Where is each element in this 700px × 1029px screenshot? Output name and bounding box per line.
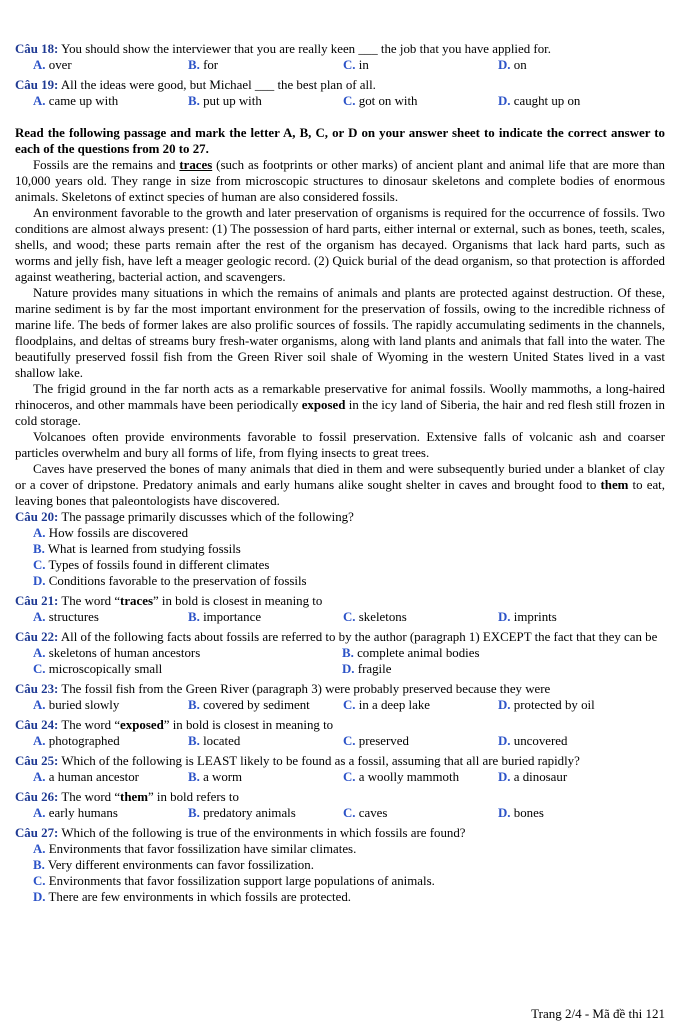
option-text: Environments that favor fossilization have similar climates. xyxy=(48,842,357,856)
reading-instruction: Read the following passage and mark the letter A, B, C, or D on your answer sheet to indicate the correct answer to each of the questions from 20 to 27. xyxy=(15,126,665,156)
option-letter: C. xyxy=(343,734,356,748)
option-text: Conditions favorable to the preservation of fossils xyxy=(48,574,307,588)
passage-paragraph-3: Nature provides many situations in which the remains of animals and plants are protected against destruction. Of these, marine sediment is by far the most important environment for the preservation of fossils, owing to the incredible richness of marine life. The beds of former lakes are also prolific sources of fossils. The rapidly accumulating sediments in the channels, floodplains, and deltas of streams bury fresh-water organisms, along with land plants and animals that fall into the water. The beautifully preserved fossil fish from the Green River soil shale of Wyoming in the western United States lived in a vast shallow lake. xyxy=(15,286,665,380)
question-label: Câu 20: xyxy=(15,510,59,524)
option-letter: B. xyxy=(188,610,200,624)
option-text: photographed xyxy=(48,734,120,748)
question-19 xyxy=(15,77,665,93)
options-22-row1 xyxy=(15,645,665,661)
question-keyword: traces xyxy=(120,594,153,608)
option-text: How fossils are discovered xyxy=(48,526,189,540)
option-d xyxy=(498,609,653,625)
question-keyword: them xyxy=(120,790,148,804)
option-d xyxy=(498,733,653,749)
option-text: importance xyxy=(203,610,262,624)
question-stem: All the ideas were good, but Michael ___ the best plan of all. xyxy=(60,78,376,92)
passage-text: Caves have preserved the bones of many animals that died in them and were subsequently buried under a blanket of clay or a cover of dripstone. Predatory animals and early humans alike sought shelter in caves and brought food to xyxy=(15,462,665,492)
option-text: preserved xyxy=(358,734,409,748)
question-21 xyxy=(15,593,665,609)
option-d xyxy=(498,805,653,821)
passage-keyword: them xyxy=(600,478,629,492)
option-letter: C. xyxy=(343,94,356,108)
page-footer: Trang 2/4 - Mã đề thi 121 xyxy=(531,1006,665,1021)
option-letter: C. xyxy=(343,610,356,624)
option-b xyxy=(188,733,343,749)
option-text: located xyxy=(203,734,241,748)
passage-text: in the icy land of Siberia, the hair and red flesh still frozen in cold storage. xyxy=(15,398,665,428)
passage-paragraph-1 xyxy=(15,157,665,205)
option-letter: A. xyxy=(33,698,46,712)
option-letter: D. xyxy=(498,94,511,108)
option-a xyxy=(33,841,665,857)
options-20 xyxy=(15,525,665,589)
passage-paragraph-6 xyxy=(15,461,665,509)
question-label: Câu 24: xyxy=(15,718,59,732)
option-letter: C. xyxy=(343,770,356,784)
question-23 xyxy=(15,681,665,697)
reading-passage xyxy=(15,157,665,509)
question-26 xyxy=(15,789,665,805)
option-text: a worm xyxy=(203,770,243,784)
option-text: uncovered xyxy=(513,734,568,748)
option-text: caught up on xyxy=(513,94,581,108)
option-c xyxy=(343,697,498,713)
options-25 xyxy=(15,769,665,785)
option-text: Types of fossils found in different climates xyxy=(48,558,270,572)
question-label: Câu 25: xyxy=(15,754,59,768)
option-letter: B. xyxy=(188,734,200,748)
passage-keyword: exposed xyxy=(301,398,346,412)
option-letter: A. xyxy=(33,806,46,820)
option-text: got on with xyxy=(358,94,418,108)
option-letter: A. xyxy=(33,94,46,108)
option-text: structures xyxy=(48,610,99,624)
option-d xyxy=(33,573,665,589)
option-letter: A. xyxy=(33,842,46,856)
question-stem: The word “ xyxy=(61,594,121,608)
option-letter: D. xyxy=(33,574,46,588)
option-text: skeletons xyxy=(358,610,407,624)
option-text: bones xyxy=(513,806,544,820)
option-a xyxy=(33,769,188,785)
option-letter: D. xyxy=(498,806,511,820)
option-letter: B. xyxy=(342,646,354,660)
option-a xyxy=(33,733,188,749)
option-letter: B. xyxy=(33,542,45,556)
option-d xyxy=(498,93,653,109)
option-d xyxy=(33,889,665,905)
options-23 xyxy=(15,697,665,713)
option-a xyxy=(33,525,665,541)
option-b xyxy=(342,645,651,661)
passage-text: (such as footprints or other marks) of ancient plant and animal life that are more than 10,000 years old. They range in size from microscopic structures to dinosaur skeletons and complete bodies of enormous animals. Skeletons of extinct species of human are also considered fossils. xyxy=(15,158,666,204)
passage-paragraph-2: An environment favorable to the growth and later preservation of organisms is required for the occurrence of fossils. Two conditions are almost always present: (1) The possession of hard parts, either internal or external, such as bones, teeth, scales, shells, and wood; these parts remain after the rest of the organism has decayed. Organisms that lack hard parts, such as worms and jelly fish, have left a meager geologic record. (2) Quick burial of the dead organism, so that protection is afforded against weathering, bacterial action, and scavengers. xyxy=(15,206,665,284)
option-a xyxy=(33,645,342,661)
option-letter: D. xyxy=(498,58,511,72)
question-stem: ” in bold is closest in meaning to xyxy=(163,718,334,732)
option-b xyxy=(188,805,343,821)
options-21 xyxy=(15,609,665,625)
option-letter: B. xyxy=(188,806,200,820)
passage-keyword: traces xyxy=(179,158,213,172)
option-text: covered by sediment xyxy=(203,698,310,712)
options-18 xyxy=(15,57,665,73)
option-letter: B. xyxy=(188,58,200,72)
option-text: put up with xyxy=(203,94,262,108)
option-b xyxy=(188,57,343,73)
option-letter: C. xyxy=(33,874,46,888)
option-c xyxy=(33,661,342,677)
option-text: for xyxy=(203,58,219,72)
option-text: microscopically small xyxy=(48,662,163,676)
option-text: complete animal bodies xyxy=(357,646,480,660)
option-text: buried slowly xyxy=(48,698,120,712)
question-stem: You should show the interviewer that you are really keen ___ the job that you have applied for. xyxy=(61,42,551,56)
option-letter: A. xyxy=(33,58,46,72)
option-d xyxy=(498,697,653,713)
option-text: in a deep lake xyxy=(358,698,431,712)
option-b xyxy=(188,697,343,713)
option-text: caves xyxy=(358,806,388,820)
option-letter: A. xyxy=(33,610,46,624)
option-a xyxy=(33,93,188,109)
option-letter: D. xyxy=(33,890,46,904)
option-text: Very different environments can favor fossilization. xyxy=(47,858,314,872)
option-letter: A. xyxy=(33,646,46,660)
question-label: Câu 21: xyxy=(15,594,59,608)
option-b xyxy=(188,609,343,625)
question-25 xyxy=(15,753,665,769)
option-text: There are few environments in which fossils are protected. xyxy=(48,890,352,904)
question-22 xyxy=(15,629,665,645)
question-stem: Which of the following is true of the environments in which fossils are found? xyxy=(61,826,466,840)
exam-page xyxy=(15,41,665,905)
question-27 xyxy=(15,825,665,841)
option-text: on xyxy=(513,58,527,72)
option-a xyxy=(33,697,188,713)
option-letter: C. xyxy=(33,662,46,676)
option-c xyxy=(33,873,665,889)
passage-paragraph-5: Volcanoes often provide environments favorable to fossil preservation. Extensive falls of volcanic ash and coarser particles overwhelm and bury all forms of life, from flying insects to great trees. xyxy=(15,430,665,460)
question-keyword: exposed xyxy=(120,718,164,732)
option-c xyxy=(343,57,498,73)
option-b xyxy=(33,541,665,557)
question-stem: ” in bold refers to xyxy=(147,790,239,804)
option-c xyxy=(343,769,498,785)
option-letter: A. xyxy=(33,526,46,540)
question-label: Câu 19: xyxy=(15,78,59,92)
option-letter: D. xyxy=(342,662,355,676)
passage-text: The frigid ground in the far north acts as a remarkable preservative for animal fossils. Woolly mammoths, a long-haired rhinoceros, and other mammals have been periodically xyxy=(15,382,665,412)
option-text: a dinosaur xyxy=(513,770,568,784)
option-letter: B. xyxy=(188,698,200,712)
option-letter: B. xyxy=(188,770,200,784)
passage-text: Fossils are the remains and xyxy=(33,158,180,172)
question-stem: All of the following facts about fossils are referred to by the author (paragraph 1) EXCEPT the fact that they can be xyxy=(60,630,658,644)
options-22-row2 xyxy=(15,661,665,677)
question-label: Câu 22: xyxy=(15,630,59,644)
option-text: in xyxy=(358,58,369,72)
option-c xyxy=(343,93,498,109)
option-letter: B. xyxy=(33,858,45,872)
option-letter: A. xyxy=(33,770,46,784)
option-b xyxy=(188,769,343,785)
question-24 xyxy=(15,717,665,733)
question-stem: The passage primarily discusses which of the following? xyxy=(61,510,354,524)
option-letter: C. xyxy=(343,58,356,72)
option-text: What is learned from studying fossils xyxy=(47,542,241,556)
option-text: protected by oil xyxy=(513,698,595,712)
option-c xyxy=(343,805,498,821)
option-a xyxy=(33,609,188,625)
option-text: came up with xyxy=(48,94,119,108)
option-text: fragile xyxy=(357,662,392,676)
question-label: Câu 26: xyxy=(15,790,59,804)
option-letter: D. xyxy=(498,610,511,624)
option-letter: D. xyxy=(498,734,511,748)
option-letter: C. xyxy=(33,558,46,572)
option-text: imprints xyxy=(513,610,557,624)
option-text: predatory animals xyxy=(203,806,296,820)
option-text: a woolly mammoth xyxy=(358,770,460,784)
question-stem: The word “ xyxy=(61,718,121,732)
options-26 xyxy=(15,805,665,821)
option-letter: D. xyxy=(498,698,511,712)
option-c xyxy=(343,733,498,749)
option-c xyxy=(343,609,498,625)
option-text: over xyxy=(48,58,72,72)
option-a xyxy=(33,57,188,73)
question-label: Câu 23: xyxy=(15,682,59,696)
options-24 xyxy=(15,733,665,749)
passage-paragraph-4 xyxy=(15,381,665,429)
option-text: early humans xyxy=(48,806,118,820)
option-b xyxy=(33,857,665,873)
options-27 xyxy=(15,841,665,905)
option-d xyxy=(342,661,651,677)
question-stem: The fossil fish from the Green River (paragraph 3) were probably preserved because they were xyxy=(61,682,551,696)
question-18 xyxy=(15,41,665,57)
question-stem: ” in bold is closest in meaning to xyxy=(152,594,323,608)
option-text: skeletons of human ancestors xyxy=(48,646,201,660)
option-b xyxy=(188,93,343,109)
option-letter: A. xyxy=(33,734,46,748)
question-20 xyxy=(15,509,665,525)
option-c xyxy=(33,557,665,573)
question-label: Câu 18: xyxy=(15,42,59,56)
option-letter: D. xyxy=(498,770,511,784)
question-stem: Which of the following is LEAST likely to be found as a fossil, assuming that all are buried rapidly? xyxy=(61,754,580,768)
question-stem: The word “ xyxy=(61,790,121,804)
option-a xyxy=(33,805,188,821)
option-letter: C. xyxy=(343,806,356,820)
passage-text: to eat, leaving bones that paleontologists have discovered. xyxy=(15,478,665,508)
question-label: Câu 27: xyxy=(15,826,59,840)
option-d xyxy=(498,769,653,785)
option-text: Environments that favor fossilization support large populations of animals. xyxy=(48,874,435,888)
option-d xyxy=(498,57,653,73)
option-text: a human ancestor xyxy=(48,770,139,784)
option-letter: B. xyxy=(188,94,200,108)
option-letter: C. xyxy=(343,698,356,712)
options-19 xyxy=(15,93,665,109)
